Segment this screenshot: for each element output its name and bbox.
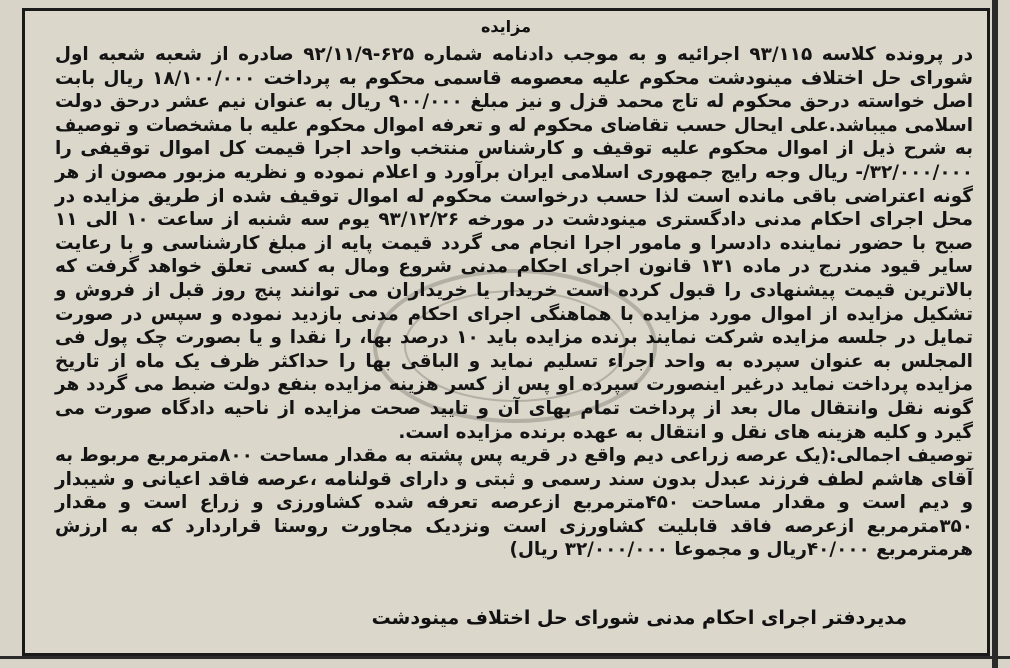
- notice-paragraph-description: توصیف اجمالی:(یک عرصه زراعی دیم واقع در قریه پس پشته به مقدار مساحت ۸۰۰مترمربع مربوط به آقای هاشم لطف فرزند عبدل بدون سند رسمی و ثبتی و دارای قولنامه ،عرصه فاقد اعیانی و شیبدار و دیم است و مقدار مساحت ۴۵۰مترمربع ازعرصه تعرفه شده کشاورزی و زراع است و مقدار ۳۵۰مترمربع ازعرصه فاقد قابلیت کشاورزی است ونزدیک مجاورت روستا قراردارد که به ارزش هرمترمربع ۴۰/۰۰۰ریال و مجموعا ۳۲/۰۰۰/۰۰۰ ریال): [55, 445, 973, 561]
- notice-paragraph-main: در پرونده کلاسه ۹۳/۱۱۵ اجرائیه و به موجب دادنامه شماره ۶۲۵-۹۲/۱۱/۹ صادره از شعبه شعبه اول شورای حل اختلاف مینودشت محکوم علیه معصومه قاسمی محکوم به پرداخت ۱۸/۱۰۰/۰۰۰ ریال بابت اصل خواسته درحق محکوم له تاج محمد قزل و نیز مبلغ ۹۰۰/۰۰۰ ریال به عنوان نیم عشر درحق دولت اسلامی میباشد.علی ایحال حسب تقاضای محکوم له و تعرفه اموال محکوم علیه با مشخصات و توصیف به شرح ذیل از اموال محکوم علیه توقیف و کارشناس منتخب واحد اجرا قیمت کل اموال توقیفی را ۳۲/۰۰۰/۰۰۰/- ریال وجه رایج جمهوری اسلامی ایران برآورد و اعلام نموده و نظریه مزبور مصون از هر گونه اعتراضی باقی مانده است لذا حسب درخواست محکوم له اموال توقیف شده از طریق مزایده در محل اجرای احکام مدنی دادگستری مینودشت در مورخه ۹۳/۱۲/۲۶ یوم سه شنبه از ساعت ۱۰ الی ۱۱ صبح با حضور نماینده دادسرا و مامور اجرا انجام می گردد قیمت پایه از مبلغ کارشناسی و با رعایت سایر قیود مندرج در ماده ۱۳۱ قانون اجرای احکام مدنی شروع ومال به کسی تعلق خواهد گرفت که بالاترین قیمت پیشنهادی را قبول کرده است خریدار یا خریداران می توانند پنج روز قبل از فروش و تشکیل مزایده از اموال مورد مزایده با هماهنگی اجرای احکام مدنی بازدید نموده و سپس در صورت تمایل در جلسه مزایده شرکت نمایند برنده مزایده باید ۱۰ درصد بها، را نقدا و یا بصورت چک پول فی المجلس به عنوان سپرده به واحد اجراء تسلیم نماید و الباقی بها را حداکثر ظرف یک ماه از تاریخ مزایده پرداخت نماید درغیر اینصورت سپرده او پس از کسر هزینه مزایده بنفع دولت ضبط می گردد هر گونه نقل وانتقال مال بعد از پرداخت تمام بهای آن و تایید صحت مزایده از ناحیه دادگاه صورت می گیرد و کلیه هزینه های نقل و انتقال به عهده برنده مزایده است.: [55, 44, 974, 443]
- notice-frame: [22, 8, 990, 656]
- notice-signature: مدیردفتر اجرای احکام مدنی شورای حل اختلاف مینودشت: [371, 607, 907, 629]
- clipping-bottom-edge: [0, 656, 1010, 659]
- notice-body: [55, 43, 973, 562]
- clipping-right-edge: [992, 0, 998, 668]
- notice-title: مزایده: [480, 17, 532, 36]
